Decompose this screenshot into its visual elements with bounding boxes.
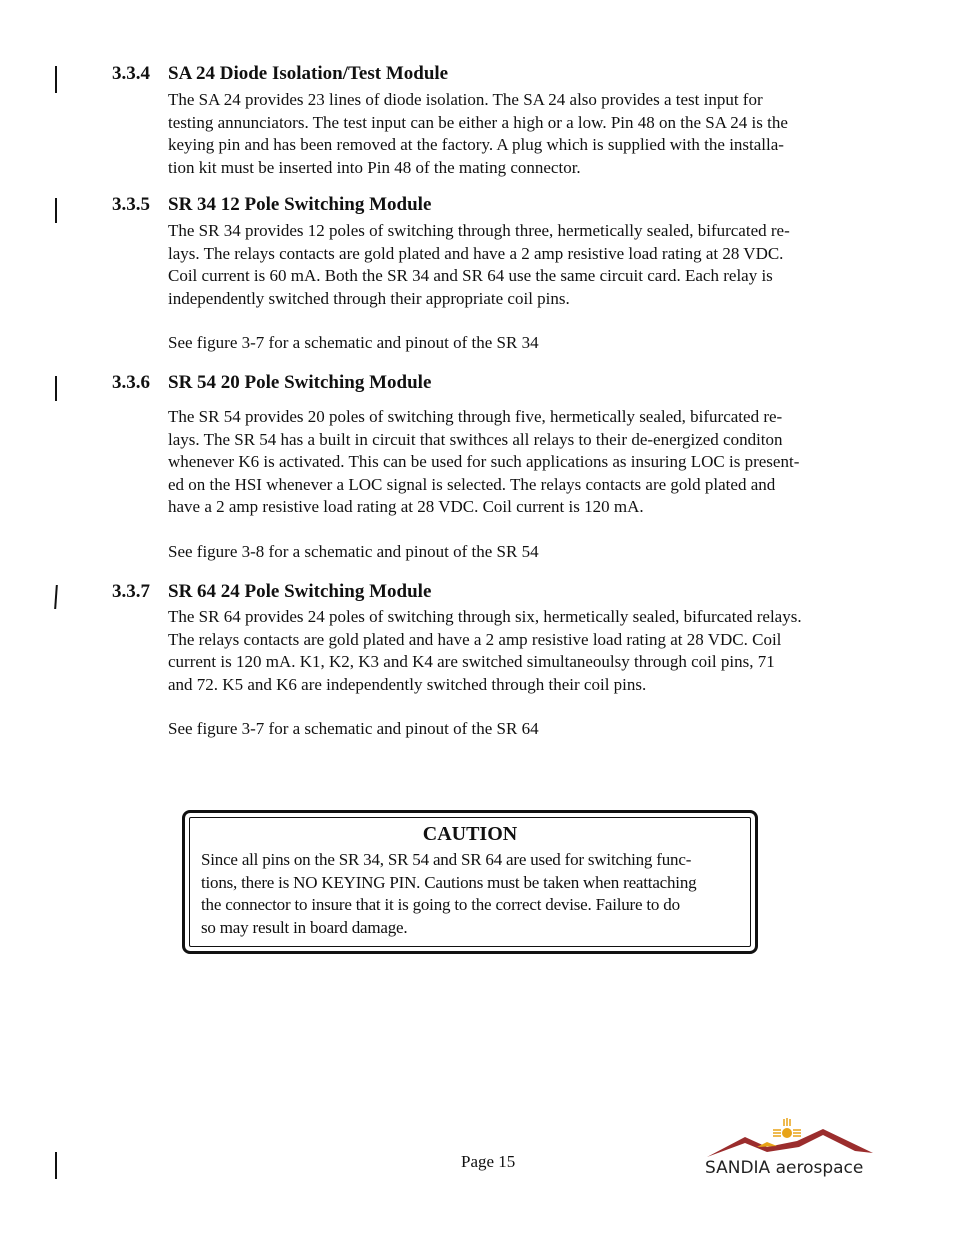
section-number: 3.3.4 <box>112 63 150 84</box>
sandia-aerospace-logo <box>705 1115 875 1185</box>
section-heading <box>112 63 448 85</box>
section-paragraph <box>168 220 873 310</box>
logo-text: SANDIA aerospace <box>705 1158 864 1178</box>
text-line: keying pin and has been removed at the factory. A plug which is supplied with the installa- <box>168 135 784 155</box>
text-line: See figure 3-8 for a schematic and pinout of the SR 54 <box>168 542 539 561</box>
section-paragraph <box>168 606 873 696</box>
section-number: 3.3.6 <box>112 372 150 393</box>
text-line: tions, there is NO KEYING PIN. Cautions must be taken when reattaching <box>201 872 697 892</box>
text-line: The SA 24 provides 23 lines of diode isolation. The SA 24 also provides a test input for <box>168 90 763 109</box>
caution-title: CAUTION <box>422 823 518 845</box>
figure-reference <box>168 718 873 741</box>
section-heading <box>112 194 431 216</box>
section-number: 3.3.5 <box>112 194 150 215</box>
change-bar <box>55 198 57 223</box>
text-line: independently switched through their appropriate coil pins. <box>168 288 570 308</box>
text-line: lays. The SR 54 has a built in circuit that swithces all relays to their de-energized conditon <box>168 429 783 449</box>
text-line: The SR 64 provides 24 poles of switching through six, hermetically sealed, bifurcated relays. <box>168 607 802 626</box>
text-line: The SR 54 provides 20 poles of switching through five, hermetically sealed, bifurcated re- <box>168 407 783 426</box>
section-paragraph <box>168 406 873 519</box>
text-line: whenever K6 is activated. This can be used for such applications as insuring LOC is present- <box>168 452 800 472</box>
section-paragraph <box>168 89 873 179</box>
mountain-sun-logo-icon <box>705 1115 875 1159</box>
text-line: See figure 3-7 for a schematic and pinout of the SR 64 <box>168 719 539 738</box>
text-line: the connector to insure that it is going to the correct devise. Failure to do <box>201 895 680 915</box>
page-number: Page 15 <box>461 1152 516 1171</box>
caution-text <box>201 849 696 939</box>
figure-reference <box>168 541 873 564</box>
text-line: tion kit must be inserted into Pin 48 of the mating connector. <box>168 157 581 177</box>
change-bar <box>55 1152 57 1179</box>
change-bar <box>54 585 58 609</box>
text-line: The relays contacts are gold plated and have a 2 amp resistive load rating at 28 VDC. Coil <box>168 629 782 649</box>
text-line: so may result in board damage. <box>201 917 408 937</box>
text-line: See figure 3-7 for a schematic and pinout of the SR 34 <box>168 333 539 352</box>
text-line: ed on the HSI whenever a LOC signal is selected. The relays contacts are gold plated and <box>168 474 776 494</box>
text-line: and 72. K5 and K6 are independently switched through their coil pins. <box>168 674 647 694</box>
text-line: have a 2 amp resistive load rating at 28 VDC. Coil current is 120 mA. <box>168 497 644 517</box>
section-heading <box>112 581 431 603</box>
section-heading <box>112 372 431 394</box>
section-title: SR 64 24 Pole Switching Module <box>168 581 432 602</box>
figure-reference <box>168 332 873 355</box>
text-line: Coil current is 60 mA. Both the SR 34 and SR 64 use the same circuit card. Each relay is <box>168 266 773 286</box>
change-bar <box>55 66 57 93</box>
text-line: current is 120 mA. K1, K2, K3 and K4 are switched simultaneoulsy through coil pins, 71 <box>168 652 775 672</box>
text-line: Since all pins on the SR 34, SR 54 and SR 64 are used for switching func- <box>201 850 692 869</box>
change-bar <box>55 376 57 401</box>
section-title: SA 24 Diode Isolation/Test Module <box>168 63 449 84</box>
caution-box-inner-border <box>189 817 751 947</box>
section-title: SR 54 20 Pole Switching Module <box>168 372 432 393</box>
section-title: SR 34 12 Pole Switching Module <box>168 194 432 215</box>
text-line: testing annunciators. The test input can be either a high or a low. Pin 48 on the SA 24 is the <box>168 112 788 132</box>
sun-icon <box>773 1118 801 1138</box>
caution-box <box>182 810 758 954</box>
section-number: 3.3.7 <box>112 581 150 602</box>
text-line: The SR 34 provides 12 poles of switching through three, hermetically sealed, bifurcated re- <box>168 221 790 240</box>
text-line: lays. The relays contacts are gold plated and have a 2 amp resistive load rating at 28 VDC. <box>168 243 784 263</box>
